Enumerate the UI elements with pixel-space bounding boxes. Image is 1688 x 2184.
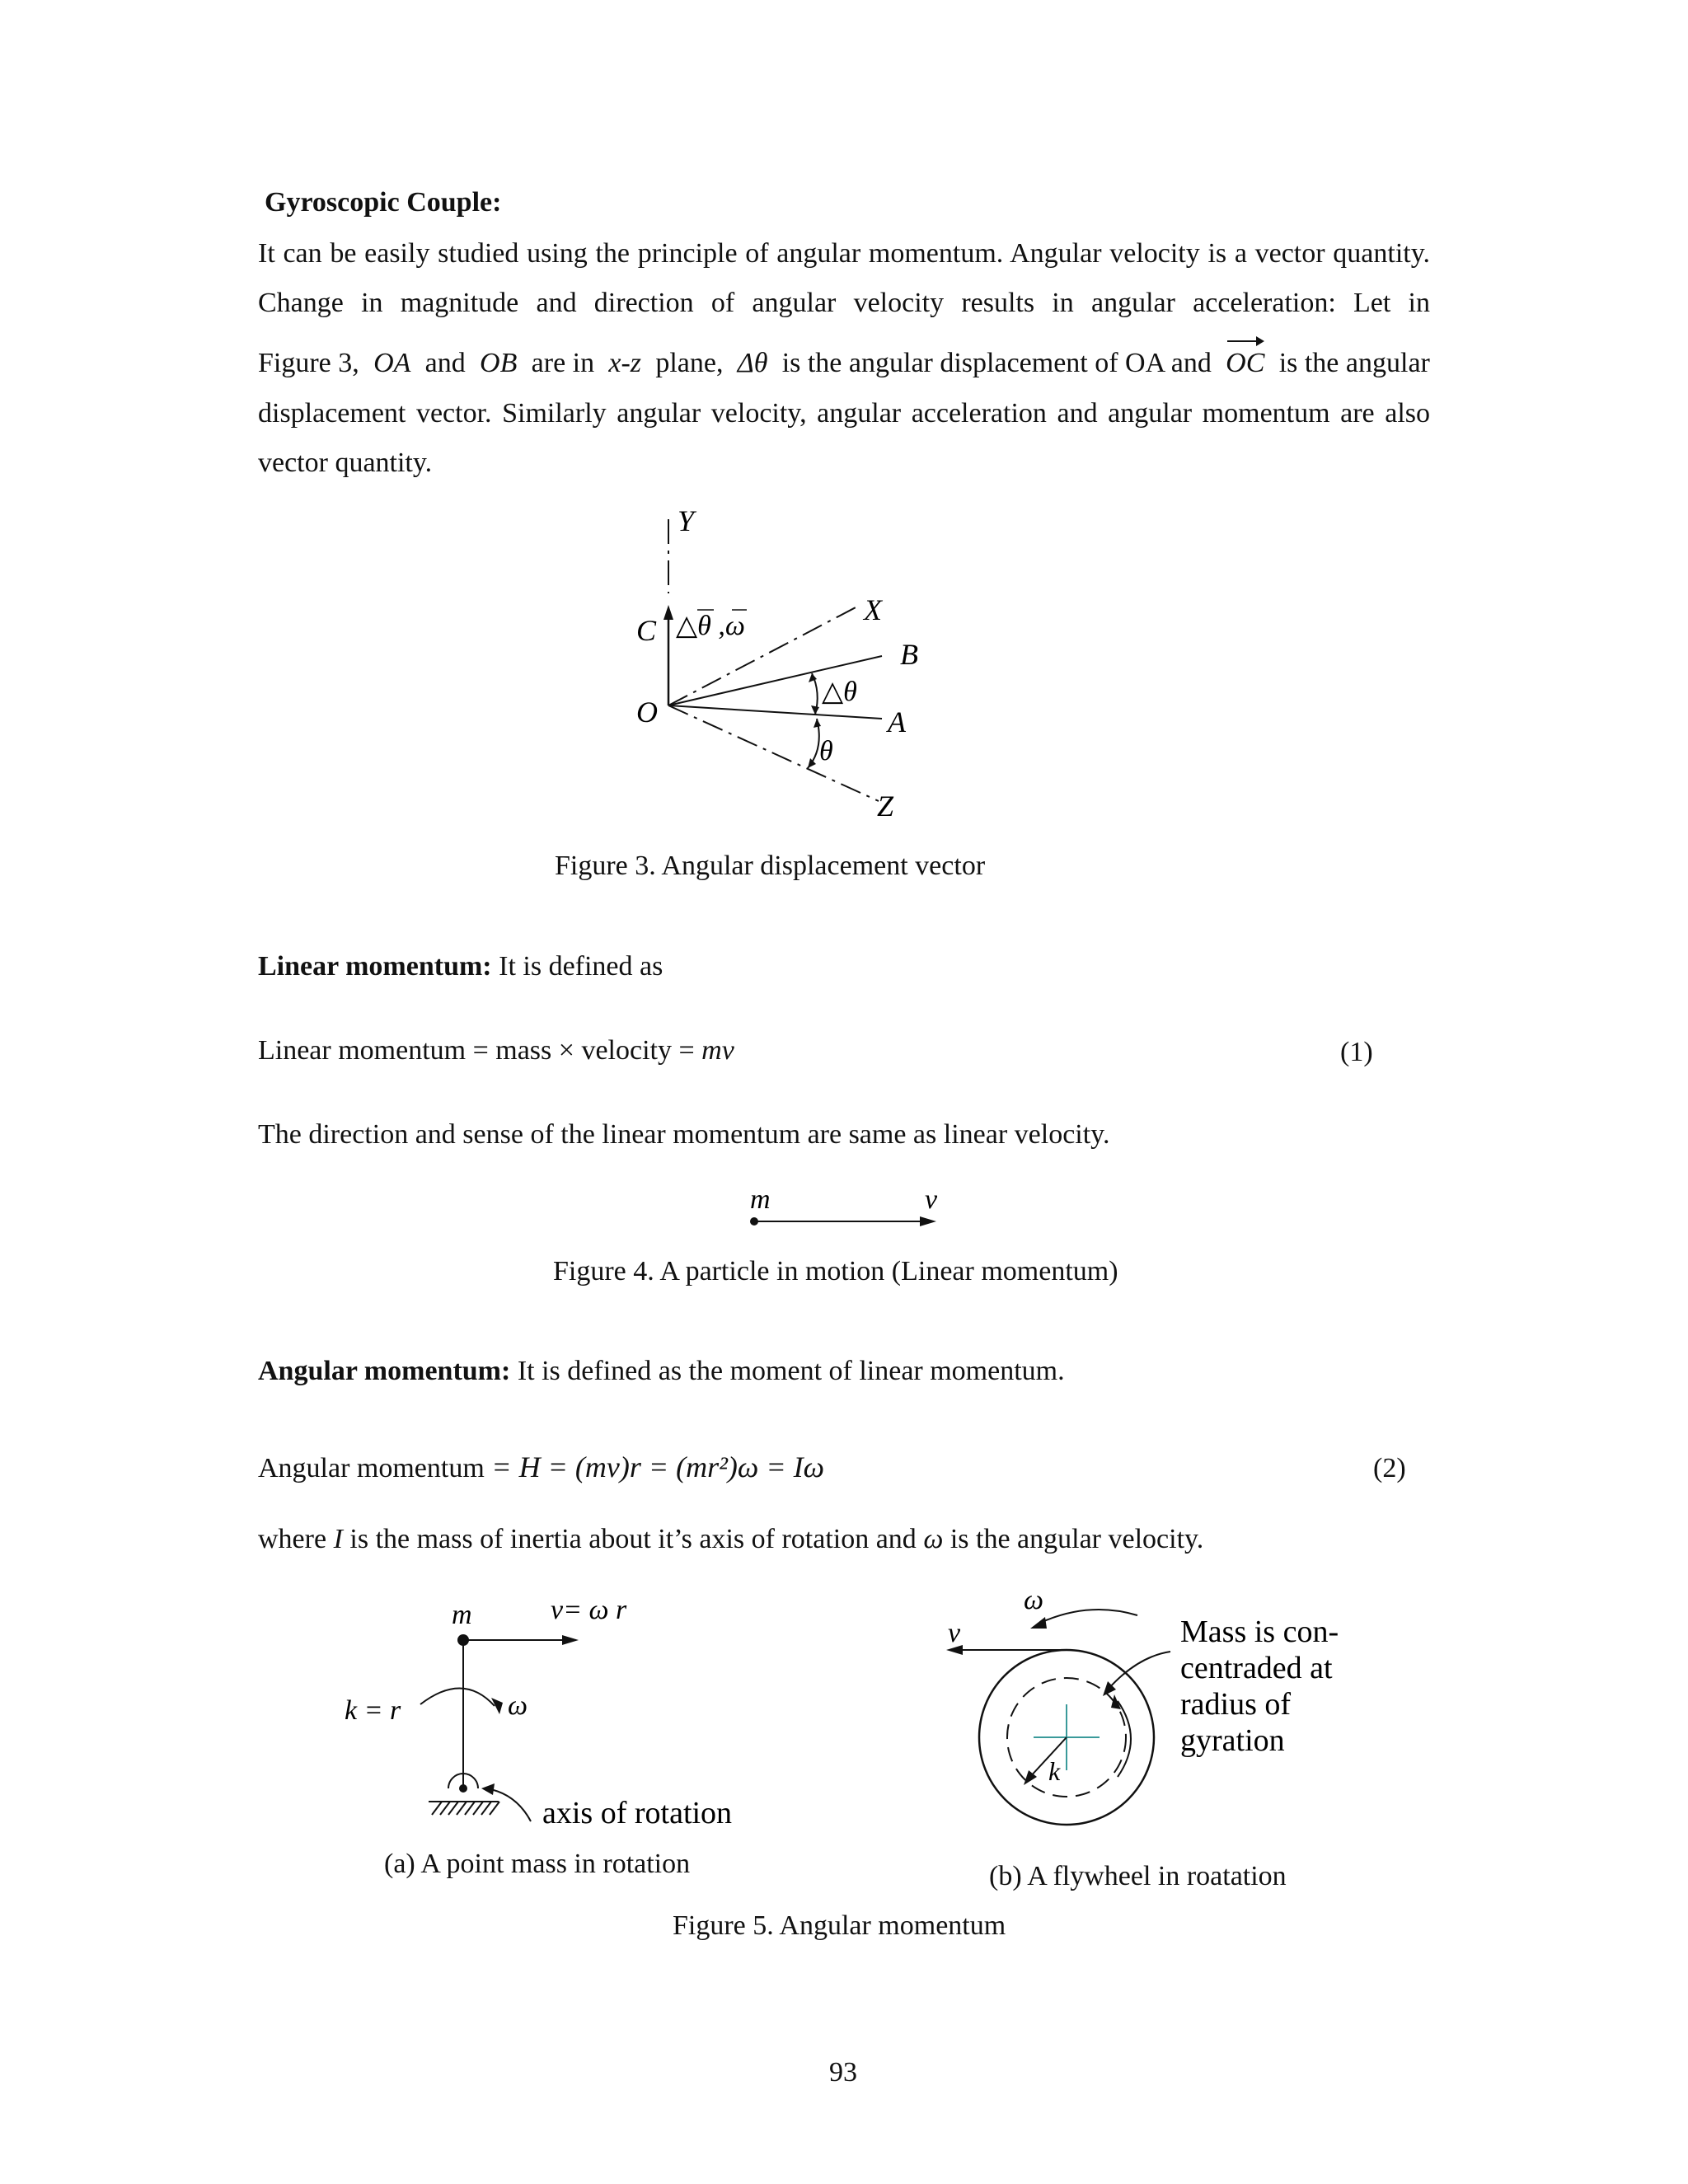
- pivot-pin: [459, 1784, 467, 1793]
- note-line-2: centraded at: [1180, 1651, 1333, 1685]
- where-omega: ω: [923, 1524, 944, 1554]
- label-b: B: [900, 638, 918, 671]
- figure4-diagram: [742, 1180, 956, 1246]
- intro-delta-theta: Δθ: [737, 348, 768, 378]
- linear-equation-text: Linear momentum = mass × velocity =: [258, 1035, 695, 1066]
- k-radius-line: [1029, 1737, 1067, 1779]
- flywheel-rotation-arrowhead: [1111, 1694, 1121, 1709]
- where-text: is the mass of inertia about it’s axis of rotation and: [349, 1524, 917, 1554]
- label-c: C: [636, 614, 657, 647]
- flywheel-omega-arrowhead: [1030, 1617, 1047, 1629]
- label-b-omega: ω: [1024, 1585, 1044, 1615]
- label-b-v: v: [948, 1618, 961, 1648]
- label-delta-theta: △θ: [822, 677, 857, 707]
- figure5a-caption: (a) A point mass in rotation: [384, 1849, 691, 1879]
- oc-arrowhead: [663, 605, 673, 620]
- delta-theta-arrow-down: [811, 705, 819, 715]
- z-axis: [668, 705, 879, 801]
- note-line-1: Mass is con-: [1180, 1615, 1339, 1649]
- intro-text: Figure 3,: [258, 348, 359, 378]
- velocity-arrowhead: [920, 1216, 936, 1226]
- label-a-k: k = r: [345, 1695, 401, 1726]
- note-line-3: radius of: [1180, 1687, 1292, 1722]
- note-line-4: gyration: [1180, 1723, 1285, 1758]
- intro-paragraph: [258, 229, 1430, 328]
- note-pointer: [1108, 1652, 1170, 1690]
- axis-pointer-arrowhead: [481, 1783, 495, 1795]
- intro-text: is the angular: [1278, 348, 1430, 378]
- where-text: is the angular velocity.: [950, 1524, 1204, 1554]
- theta-arrow-up: [814, 719, 821, 728]
- theta-arrow-down: [808, 758, 816, 768]
- intro-ob: OB: [480, 348, 518, 378]
- angular-heading: Angular momentum:: [258, 1356, 511, 1386]
- intro-oa: OA: [373, 348, 411, 378]
- intro-line-2: [258, 339, 1430, 388]
- intro-text: plane,: [655, 348, 724, 378]
- label-theta: θ: [819, 736, 833, 766]
- figure3-diagram: [610, 503, 973, 832]
- figure5-caption: Figure 5. Angular momentum: [673, 1910, 1006, 1941]
- linear-heading-rest: It is defined as: [499, 951, 663, 982]
- angular-equation-text: Angular momentum: [258, 1453, 485, 1483]
- tangential-velocity-arrowhead: [562, 1635, 579, 1645]
- where-i: I: [333, 1524, 343, 1554]
- intro-text: is the angular displacement of OA and: [781, 348, 1212, 378]
- figure3-caption: Figure 3. Angular displacement vector: [555, 851, 986, 881]
- angular-heading-rest: It is defined as the moment of linear momentum.: [517, 1356, 1065, 1386]
- intro-text: are in: [531, 348, 595, 378]
- omega-arrowhead: [491, 1698, 503, 1714]
- where-text: where: [258, 1524, 327, 1554]
- linear-heading: Linear momentum:: [258, 951, 492, 982]
- intro-plane: x-z: [608, 348, 642, 378]
- figure5a-diagram: [330, 1582, 775, 1838]
- label-a-omega: ω: [508, 1690, 528, 1721]
- section-title: Gyroscopic Couple:: [265, 187, 502, 218]
- ground-hatching: [432, 1802, 499, 1815]
- linear-note: The direction and sense of the linear momentum are same as linear velocity.: [258, 1119, 1110, 1150]
- angular-heading-line: [258, 1347, 1065, 1396]
- page-number: 93: [829, 2057, 857, 2088]
- label-a: A: [888, 705, 906, 738]
- label-x: X: [864, 593, 882, 626]
- label-v: v: [925, 1184, 938, 1215]
- equation-number-2: (2): [1373, 1453, 1406, 1483]
- equation-number-1: (1): [1340, 1037, 1373, 1067]
- label-z: Z: [877, 790, 894, 823]
- label-b-k: k: [1048, 1756, 1061, 1786]
- figure5b-caption: (b) A flywheel in roatation: [989, 1861, 1287, 1891]
- intro-text: and: [424, 348, 466, 378]
- label-o: O: [636, 696, 658, 729]
- angular-equation-math: = H = (mv)r = (mr²)ω = Iω: [491, 1451, 825, 1483]
- intro-line-3: [258, 389, 1430, 488]
- label-y: Y: [678, 504, 695, 537]
- figure5b-diagram: [923, 1566, 1385, 1846]
- label-vector: △θ ,ω: [676, 611, 745, 641]
- oa-line: [668, 705, 882, 719]
- flywheel-omega-arc: [1039, 1610, 1137, 1624]
- label-axis-of-rotation: axis of rotation: [542, 1796, 733, 1830]
- label-a-v: v= ω r: [551, 1595, 627, 1625]
- omega-arc: [420, 1688, 495, 1706]
- linear-equation-var: mv: [701, 1035, 734, 1066]
- angular-where-line: [258, 1515, 1203, 1564]
- label-a-m: m: [452, 1600, 472, 1630]
- linear-heading-line: [258, 942, 663, 991]
- intro-oc-vector: OC: [1226, 339, 1264, 388]
- label-m: m: [750, 1184, 771, 1215]
- figure4-caption: Figure 4. A particle in motion (Linear momentum): [553, 1256, 1118, 1286]
- intro-line-1: It can be easily studied using the principle of angular momentum. Angular velocity is a vector quantity. Change in magnitude and direction of angular velocity results in angular acceleration: Let in: [258, 238, 1430, 318]
- angular-equation: [258, 1442, 824, 1493]
- linear-equation: [258, 1026, 734, 1076]
- intro-line-3-text: displacement vector. Similarly angular velocity, angular acceleration and angular momentum are also vector quantity.: [258, 398, 1430, 478]
